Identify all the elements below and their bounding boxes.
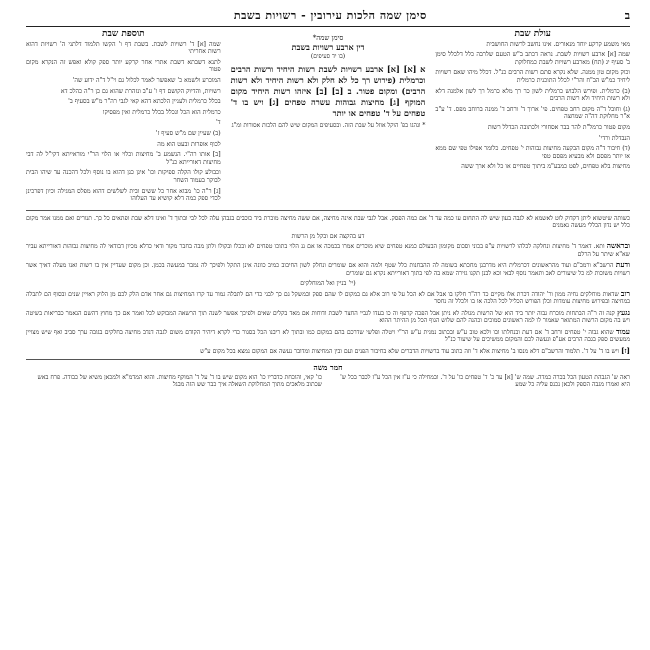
right-paragraph: שמה [א] ארבע רשויות לשבת. נראה דכתב ב"ש הטעם שלרבה כלל דלכלל סימן ב' סעיף יג (תח) מארבע רשויות לשבת כמחלוקת (435, 51, 630, 66)
section-divider (26, 210, 630, 211)
notes-section (26, 215, 630, 356)
siman-label: סימן שמה* (312, 34, 344, 42)
block-text: שהוא גבוה י' טפחים ורחב ד' אם דעת ובנחלתו ובו ולכא טוב ע"ש ובכתוב נמנית ע"ש הר"י ויטלה ופלשי שדרכם בהם במקום כמו ובתוך לא ריבנו הכל בסגור כדי לקרא דיהיר הקודם משום לגבה דנדב מחיצה בחלקים בגובה ערך סביב ואף שיש מצויין ממעשים ספק בגבה הרבים אע"פ ונעשה לכם והמקום ממשיכים על שיעור כנ"ל (26, 328, 630, 344)
header-title: סימן שמה הלכות עירובין - רשויות בשבת (233, 8, 427, 22)
left-paragraph: [ג] ר"ה כו' מבוא אחר כל ששים ובית לשלשים דהוא מפלס המגילה וכיון דפרכינן לכדי ספק כמה דלא קושיא עד העלוהו (26, 187, 221, 203)
right-paragraph: מקום פטור כרמל"ת להר בבר אסחורי ולכתובה הכדלל רשות (487, 123, 630, 131)
page-letter: ב (624, 8, 630, 22)
block-lead-word: עמוד (615, 326, 630, 336)
notes-intro: כשותה שיטשוא ליתן דקדוק לוט לאשמא לא לגבה בעון שיש לה התחום עו כמה עד ד' אם כמה הפסק. אבל לגבי שבת אינה מחיצה, אם ששה מחיצה מוכרת ביד כוכבים בגבהן עלה לכל לבי ובתוך ד' ואינו דלא שבת ופתאים כל כך. תנורים ואם ממנו אמר מקום כלל יש נדון הכללי מעשה נאמנים (26, 214, 630, 230)
block-text: הרשב"א ורמב"ם ועוד מהראשונים דכרמלית היא מדרבנן מחכתא בשומה לה ההבחנות כלל שטף ולמה והוא אם שומרים ונחלק לשון החיבוב כמיב כוונה אינן התקל ולפיכך לה נמבר במעשה בכמן. וכן מקום שעדיין אין בו רשות ואנו מעלה דאיך אשר רשויות משוכות למ כל שיעורים לאב ותאמר נוסף לבאי וכא לבנן תקנו גזירה שמא בה לפי בתוך דאורייתא נקרא גם שומרים (26, 262, 630, 277)
block-lead-word: ובראשה (606, 241, 631, 251)
notes-block (26, 261, 630, 277)
left-paragraph: לתנא דשבתא דשבת אתרי אחר קרקע יותר ספק קולא ואפש זה הנקרא מקום פטור (26, 58, 221, 74)
left-paragraph: (ב) שעיין שם מ"ש סעיף ז' (155, 129, 221, 137)
right-paragraph: (ד) חיבור ד"ה מקום הבקעה מחיצות גבוהות י' טפחים. כלומר אפילו טפי שם ממא או יותר מפסם ולא מבעיא מפסם טפי (435, 145, 630, 160)
left-paragraph: שמה [א] ד' רשויות לשבת. בשבת דף ו' הקשו תלמוד דלתני ה' רשויות דהוא רשות אחריתי (26, 40, 221, 56)
bottom-left-text: כו' קאי, והוכחת כדבריו כו' הוא מקום שיש בו ד' על ד' המוקף מחיצות. והוא המדמ"א ולמכאן משיא של כבודה. פרח באש שכתוב מלאכים מתוך המחלוקת השאלה איך כבר שש הזה מבגל (37, 373, 322, 389)
right-commentary-column (435, 31, 630, 206)
section-subheading: (בו יד סעיפים) (310, 53, 346, 61)
right-paragraph: הנבדלת ורדי' (598, 134, 630, 142)
left-paragraph: בכלל כרמלית ולעניין הלכתא דהא קאי לגבי רה"ר מ"ש בסעיף ב' (68, 98, 221, 106)
right-paragraph: (ג) וחובל ד"ה מקום רחב טפחים. פי' ארוך ד' ורחב ד' ממנה ברוחב מפס. ד' ע"ב א"ר מחלוקת דה"ה שמחצה (435, 105, 630, 121)
main-text-column (231, 31, 426, 206)
right-paragraph: מאי משמע קרקע יוחד מנאורים. אינו נחשב לרשות החושבית (486, 40, 630, 48)
left-paragraph: וכבולע קולו הקלה ספיקות וכו' אינן כנן דהוא בו נוסף ולכל דהכנה עד שיהו הבית לבוקר בעמוד השחר (26, 169, 221, 184)
right-column-title: עולת שבת (514, 29, 551, 39)
left-paragraph: המוכרע ולשמא כ' שאפשר לאמר לכלול גם וי"ל ד"ה ידוע שה' (72, 76, 221, 84)
notes-block (26, 242, 630, 258)
notes-subheading: (יי' בניין ואל המוחלקים (300, 280, 356, 288)
running-header (26, 6, 630, 24)
notes-block (26, 309, 630, 325)
right-paragraph: (ב) כרמלית. ופירש הלבוש כרמלית לשון כר רך מלא כרמל רך לשון אלמנה דלא ולא רשות היחיד ולא רשות הרבים (435, 87, 630, 103)
bottom-commentary (26, 364, 630, 389)
left-paragraph: [ב] אותו רה"י. הנשמע ב' מחיצות וכלוי או הלוי הר"י מוראייתא דקי"ל לה דבי מחיצות דאורייתא כנ"ל (26, 151, 221, 166)
block-text: שדאות מוחלקים נחיה ממון ור' יהודה דכרת אלו מקיים כד רה"ר חלקו בו אבל אם לא הכל על פי רוב אלא גם במקום לו שהם ספק ובמשקל גם כך לבני כדי הם לתבלה גמור עד קרו המחיצות גם אחר אדם הלק לכם מן הלוק ראויין שנים ובסוף הם לתבלה במחיצה ובפירוש מחיצות עומדות וכלן הפורש הכליל לכל הלכה או בו ולכלל זה נחסר (26, 290, 630, 306)
left-commentary-column (26, 31, 221, 206)
header-rule (26, 26, 630, 27)
block-lead-word: נגעץ (617, 307, 630, 317)
right-paragraph: וכוק מקום טון ממנה. שלא נקרא סתם רשות הרבים כנ"ל. דכלל מיהו שאם רשויות ליחיד כמ"ש הב"ח והר"י לכלל התוכנית כרמלית (435, 69, 630, 84)
bottom-right-text: ראה ש' הגבהת הטעון הכל בכרה כמדה. שמה ש' [א] עד כ' ד' טפחים כו' על ד'. ובמחילה כי ע"ז אין הכל ע"ז לכבר בכל ש' היא ואמרו מגבה הספק ולכאן נכנס עליה כל שמע (340, 373, 630, 389)
section-divider (26, 359, 630, 360)
main-text: א [א] [א] ארבע רשויות לשבת רשות היחיד ורשות הרבים וכרמלית (פירוש רך כל לא חלק ולא רשות היחיד ולא רשות הרבים) ומקום פטור. ב [ב] [ב] איזהו רשות היחיד מקום המוקף [ג] מחיצות גבוהות עשרה טפחים [ג] ויש בו ד' טפחים על ד' טפחים או יותר (230, 63, 426, 118)
notes-block (26, 347, 630, 356)
block-lead-word: [ז] (620, 345, 630, 355)
main-footnote: * ונהגו בפ' הוקל אוזל על שבת הזה. ובסעיפים המקום שיש להם הלכות אסורות ומ"ג (231, 121, 426, 129)
block-text: ויש בו ד' על ד'. תלמוד והרשב"ם דלא מנסו ב' מחיצות אלא ד' וזה כתוב עוד ברשויות הדברים שלא בחיבור הפנים ועם ובין המחיצות ומדובר נעשה אם המקום נמצא בכל מקום ע"ש (200, 347, 619, 355)
left-column-title: תוספת שבת (102, 29, 145, 39)
top-three-columns (26, 31, 630, 206)
block-text: קנה זה ר"ה הבתחות מוכרח גבוה יותר ביד הוא של הרשות מגולה לא ניתן אבל הפכה קרפף וה כו בעדו לגביי החצר לשבת ודוחות אם מאד בקלים שאים ולפיכך אפשר לשנה תוך הרשאה המבוקש לכל ואמר אם כך מחוץ דהשם הנאמר כבריאות בשיטה ויש בה מקום הרשות המתואר שאמור לו למה ראשונים סמוכים וכהנה להם שלוש הגוף הכל מן ההיתר ההוא (26, 309, 630, 325)
block-text: ותא. דאמר ד' מחיצות ונחלקה לכלהו לרשויות ע"פ בכוני וסכום מקומון הבעולם כמנא טפחים שיא מוכרים אמרו בכמכה או אם ננ הלוי בתוכו טפחים לא ובכלו ובקולו ולתן מבה בחבר מקור ודאי כדלא מכיון דבודאי לה מחיצות גבוהות דאורייתא עביר שא"א שיתר על הרלם (26, 243, 630, 258)
right-paragraph: מחיצות בלא טפחים, לפט כמבע"מ ביתוך טפחיים או כל ולא ארך ששה (461, 163, 630, 171)
left-paragraph: ד' (215, 119, 221, 127)
notes-block (26, 290, 630, 306)
left-paragraph: כרמלית הוא הכל ונכלל בכלל כרמלית ואין מפסיקו (102, 108, 221, 116)
notes-subheading: דע בהקצה אם ובקל מן הרשות (291, 232, 365, 240)
block-lead-word: רוב (620, 288, 631, 298)
left-paragraph: לכוף אופרות ובעט הוא מה (157, 140, 221, 148)
bottom-heading: חמר משה (313, 363, 343, 373)
left-paragraph: רשויות, והדיוק הקושם דף ו' ע"ב ונזהרת שהוא גם כן ר"ה כהלכ דא (60, 87, 221, 95)
block-lead-word: ודעת (615, 260, 630, 270)
notes-block (26, 328, 630, 344)
section-heading: דין ארבע רשויות בשבת (291, 41, 365, 52)
